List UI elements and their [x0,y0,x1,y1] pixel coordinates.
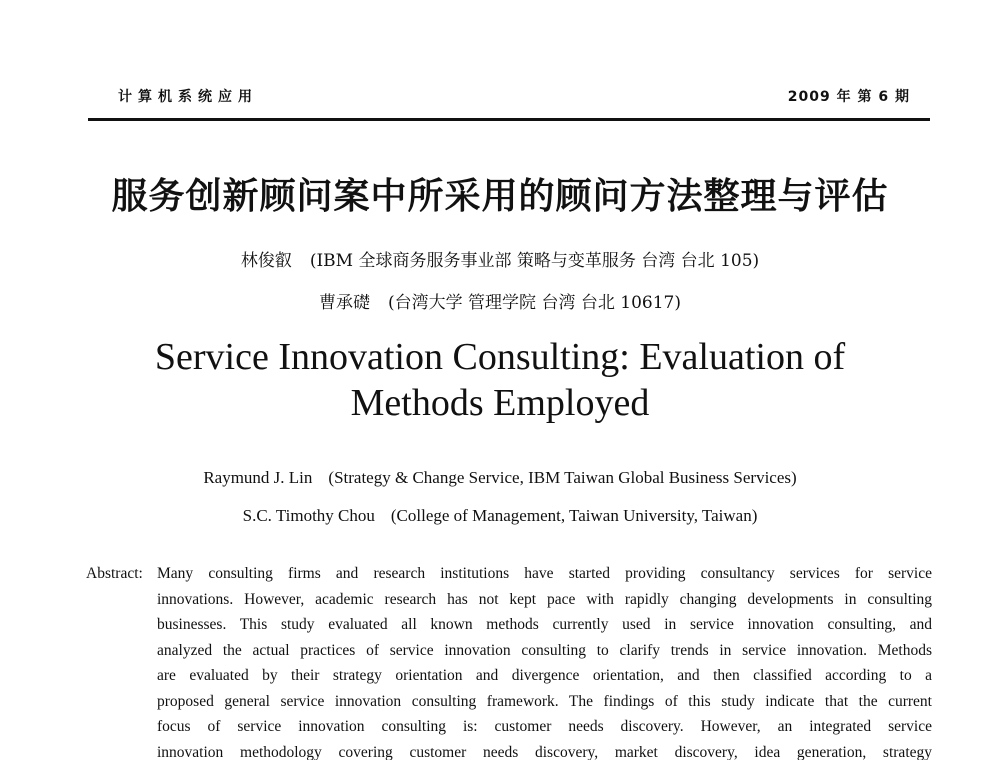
english-title-line-2: Methods Employed [350,382,650,424]
chinese-author-1-name: 林俊叡 [240,251,292,271]
abstract-line: proposed general service innovation consulting framework. The findings of this study indicate that the current [157,692,932,710]
abstract-line: analyzed the actual practices of service innovation consulting to clarify trends in service innovation. Methods [157,641,932,659]
abstract-line: Many consulting firms and research institutions have started providing consultancy services for service [157,565,932,582]
abstract-line: focus of service innovation consulting is: customer needs discovery. However, an integrated service [157,718,932,735]
journal-name: 计算机系统应用 [118,89,258,105]
english-author-2-affiliation: (College of Management, Taiwan University, Taiwan) [390,506,758,525]
chinese-author-2-affiliation: (台湾大学 管理学院 台湾 台北 10617) [388,293,681,313]
abstract [86,561,932,760]
english-title-line-1: Service Innovation Consulting: Evaluation of [154,336,846,378]
running-header [88,86,930,110]
chinese-title: 服务创新顾问案中所采用的顾问方法整理与评估 [111,176,889,217]
chinese-author-1 [0,246,1000,271]
english-author-2-name: S.C. Timothy Chou [242,506,375,525]
abstract-line: innovations. However, academic research has not kept pace with rapidly changing developments in consulting [157,590,932,608]
english-author-1-affiliation: (Strategy & Change Service, IBM Taiwan Global Business Services) [328,468,797,487]
chinese-author-2 [0,288,1000,313]
english-author-1 [0,468,1000,488]
chinese-author-2-name: 曹承礎 [319,293,371,313]
abstract-line: are evaluated by their strategy orientation and divergence orientation, and then classified according to a [157,667,932,684]
english-author-2 [0,506,1000,526]
issue-info: 2009 年 第 6 期 [787,89,910,105]
abstract-line: businesses. This study evaluated all known methods currently used in service innovation consulting, and [157,616,932,633]
english-author-1-name: Raymund J. Lin [203,468,313,487]
abstract-label: Abstract: [86,565,143,582]
abstract-line: innovation methodology covering customer needs discovery, market discovery, idea generation, strategy [157,743,932,760]
chinese-author-1-affiliation: (IBM 全球商务服务事业部 策略与变革服务 台湾 台北 105) [309,251,760,271]
header-rule [88,118,930,121]
english-title [0,334,1000,426]
